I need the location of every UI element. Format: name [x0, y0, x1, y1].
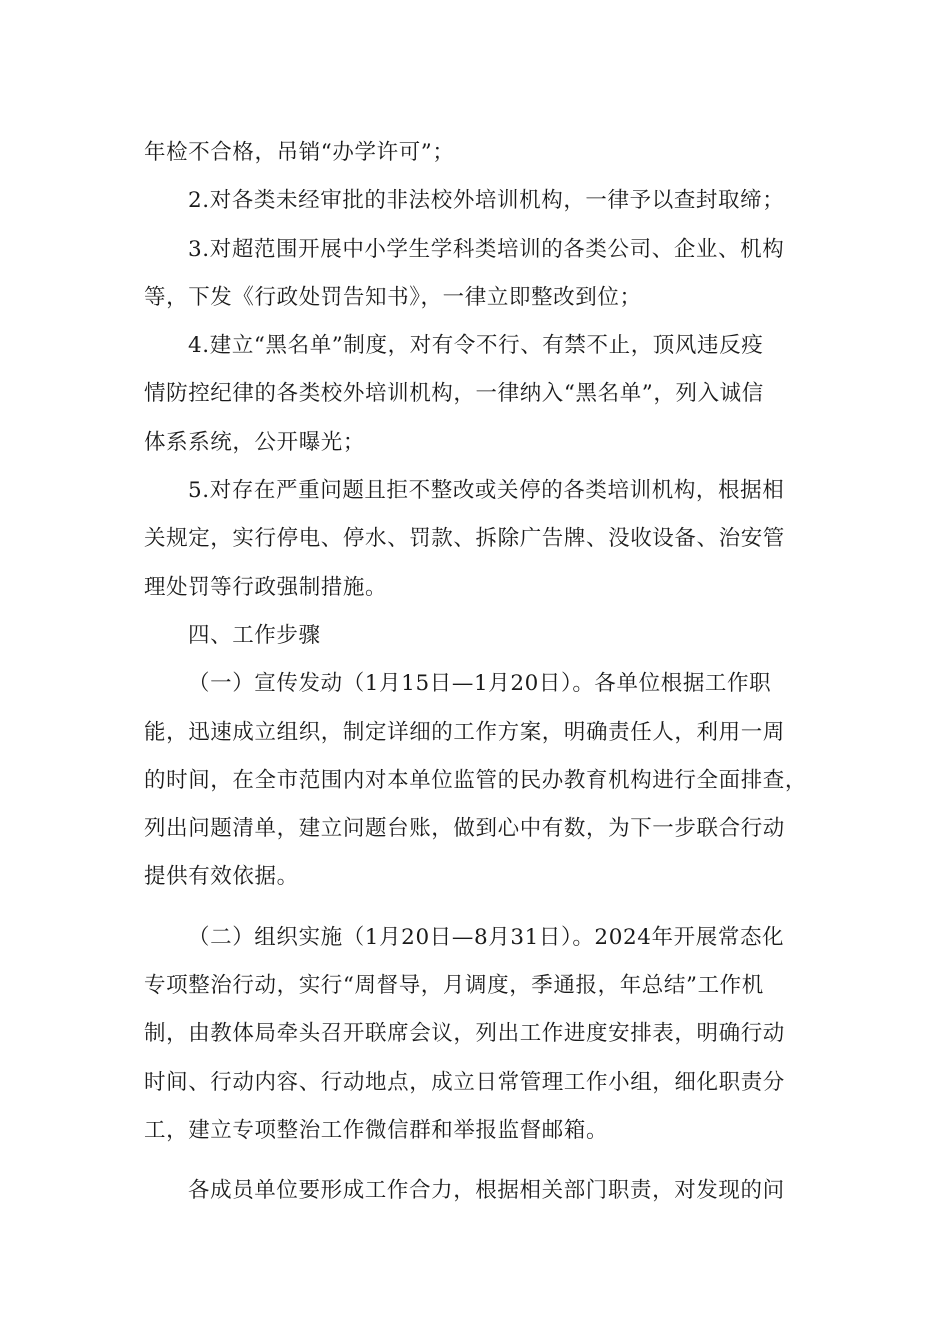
text-line: 工，建立专项整治工作微信群和举报监督邮箱。 — [144, 1117, 609, 1143]
text-line: 年检不合格，吊销“办学许可”； — [144, 140, 455, 165]
document-body — [144, 129, 806, 1216]
paragraph-gap — [144, 1155, 806, 1167]
text-line: 2.对各类未经审批的非法校外培训机构，一律予以查封取缔； — [188, 188, 785, 214]
paragraph-members — [144, 1167, 806, 1215]
paragraph-item-3 — [144, 226, 806, 323]
text-line: 3.对超范围开展中小学生学科类培训的各类公司、企业、机构 — [188, 236, 785, 262]
text-line: 体系系统，公开曝光； — [144, 429, 366, 455]
paragraph-step-1 — [144, 660, 806, 901]
paragraph-step-2 — [144, 914, 806, 1155]
text-line: 的时间，在全市范围内对本单位监管的民办教育机构进行全面排查， — [144, 767, 808, 793]
text-line: （一）宣传发动（1月15日—1月20日）。各单位根据工作职 — [188, 671, 772, 697]
text-line: 列出问题清单，建立问题台账，做到心中有数，为下一步联合行动 — [144, 816, 785, 842]
text-line: 4.建立“黑名单”制度，对有令不行、有禁不止，顶风违反疫 — [188, 333, 764, 359]
text-line: 专项整治行动，实行“周督导，月调度，季通报，年总结”工作机 — [144, 973, 764, 999]
text-line: 时间、行动内容、行动地点，成立日常管理工作小组，细化职责分 — [144, 1069, 785, 1095]
paragraph-continuation — [144, 129, 806, 177]
text-line: 理处罚等行政强制措施。 — [144, 574, 388, 600]
text-line: 关规定，实行停电、停水、罚款、拆除广告牌、没收设备、治安管 — [144, 526, 785, 552]
text-line: 能，迅速成立组织，制定详细的工作方案，明确责任人，利用一周 — [144, 719, 785, 745]
text-line: （二）组织实施（1月20日—8月31日）。2024年开展常态化 — [188, 924, 785, 950]
text-line: 5.对存在严重问题且拒不整改或关停的各类培训机构，根据相 — [188, 478, 785, 504]
text-line: 各成员单位要形成工作合力，根据相关部门职责，对发现的问 — [188, 1178, 785, 1204]
text-line: 制，由教体局牵头召开联席会议，列出工作进度安排表，明确行动 — [144, 1021, 785, 1047]
paragraph-item-4 — [144, 322, 806, 467]
text-line: 等，下发《行政处罚告知书》，一律立即整改到位； — [144, 284, 642, 310]
paragraph-item-5 — [144, 467, 806, 612]
text-line: 情防控纪律的各类校外培训机构，一律纳入“黑名单”，列入诚信 — [144, 381, 764, 407]
paragraph-gap — [144, 902, 806, 914]
text-line: 提供有效依据。 — [144, 864, 299, 890]
section-title: 四、工作步骤 — [188, 622, 321, 648]
section-heading-4 — [144, 612, 806, 660]
paragraph-item-2 — [144, 177, 806, 225]
